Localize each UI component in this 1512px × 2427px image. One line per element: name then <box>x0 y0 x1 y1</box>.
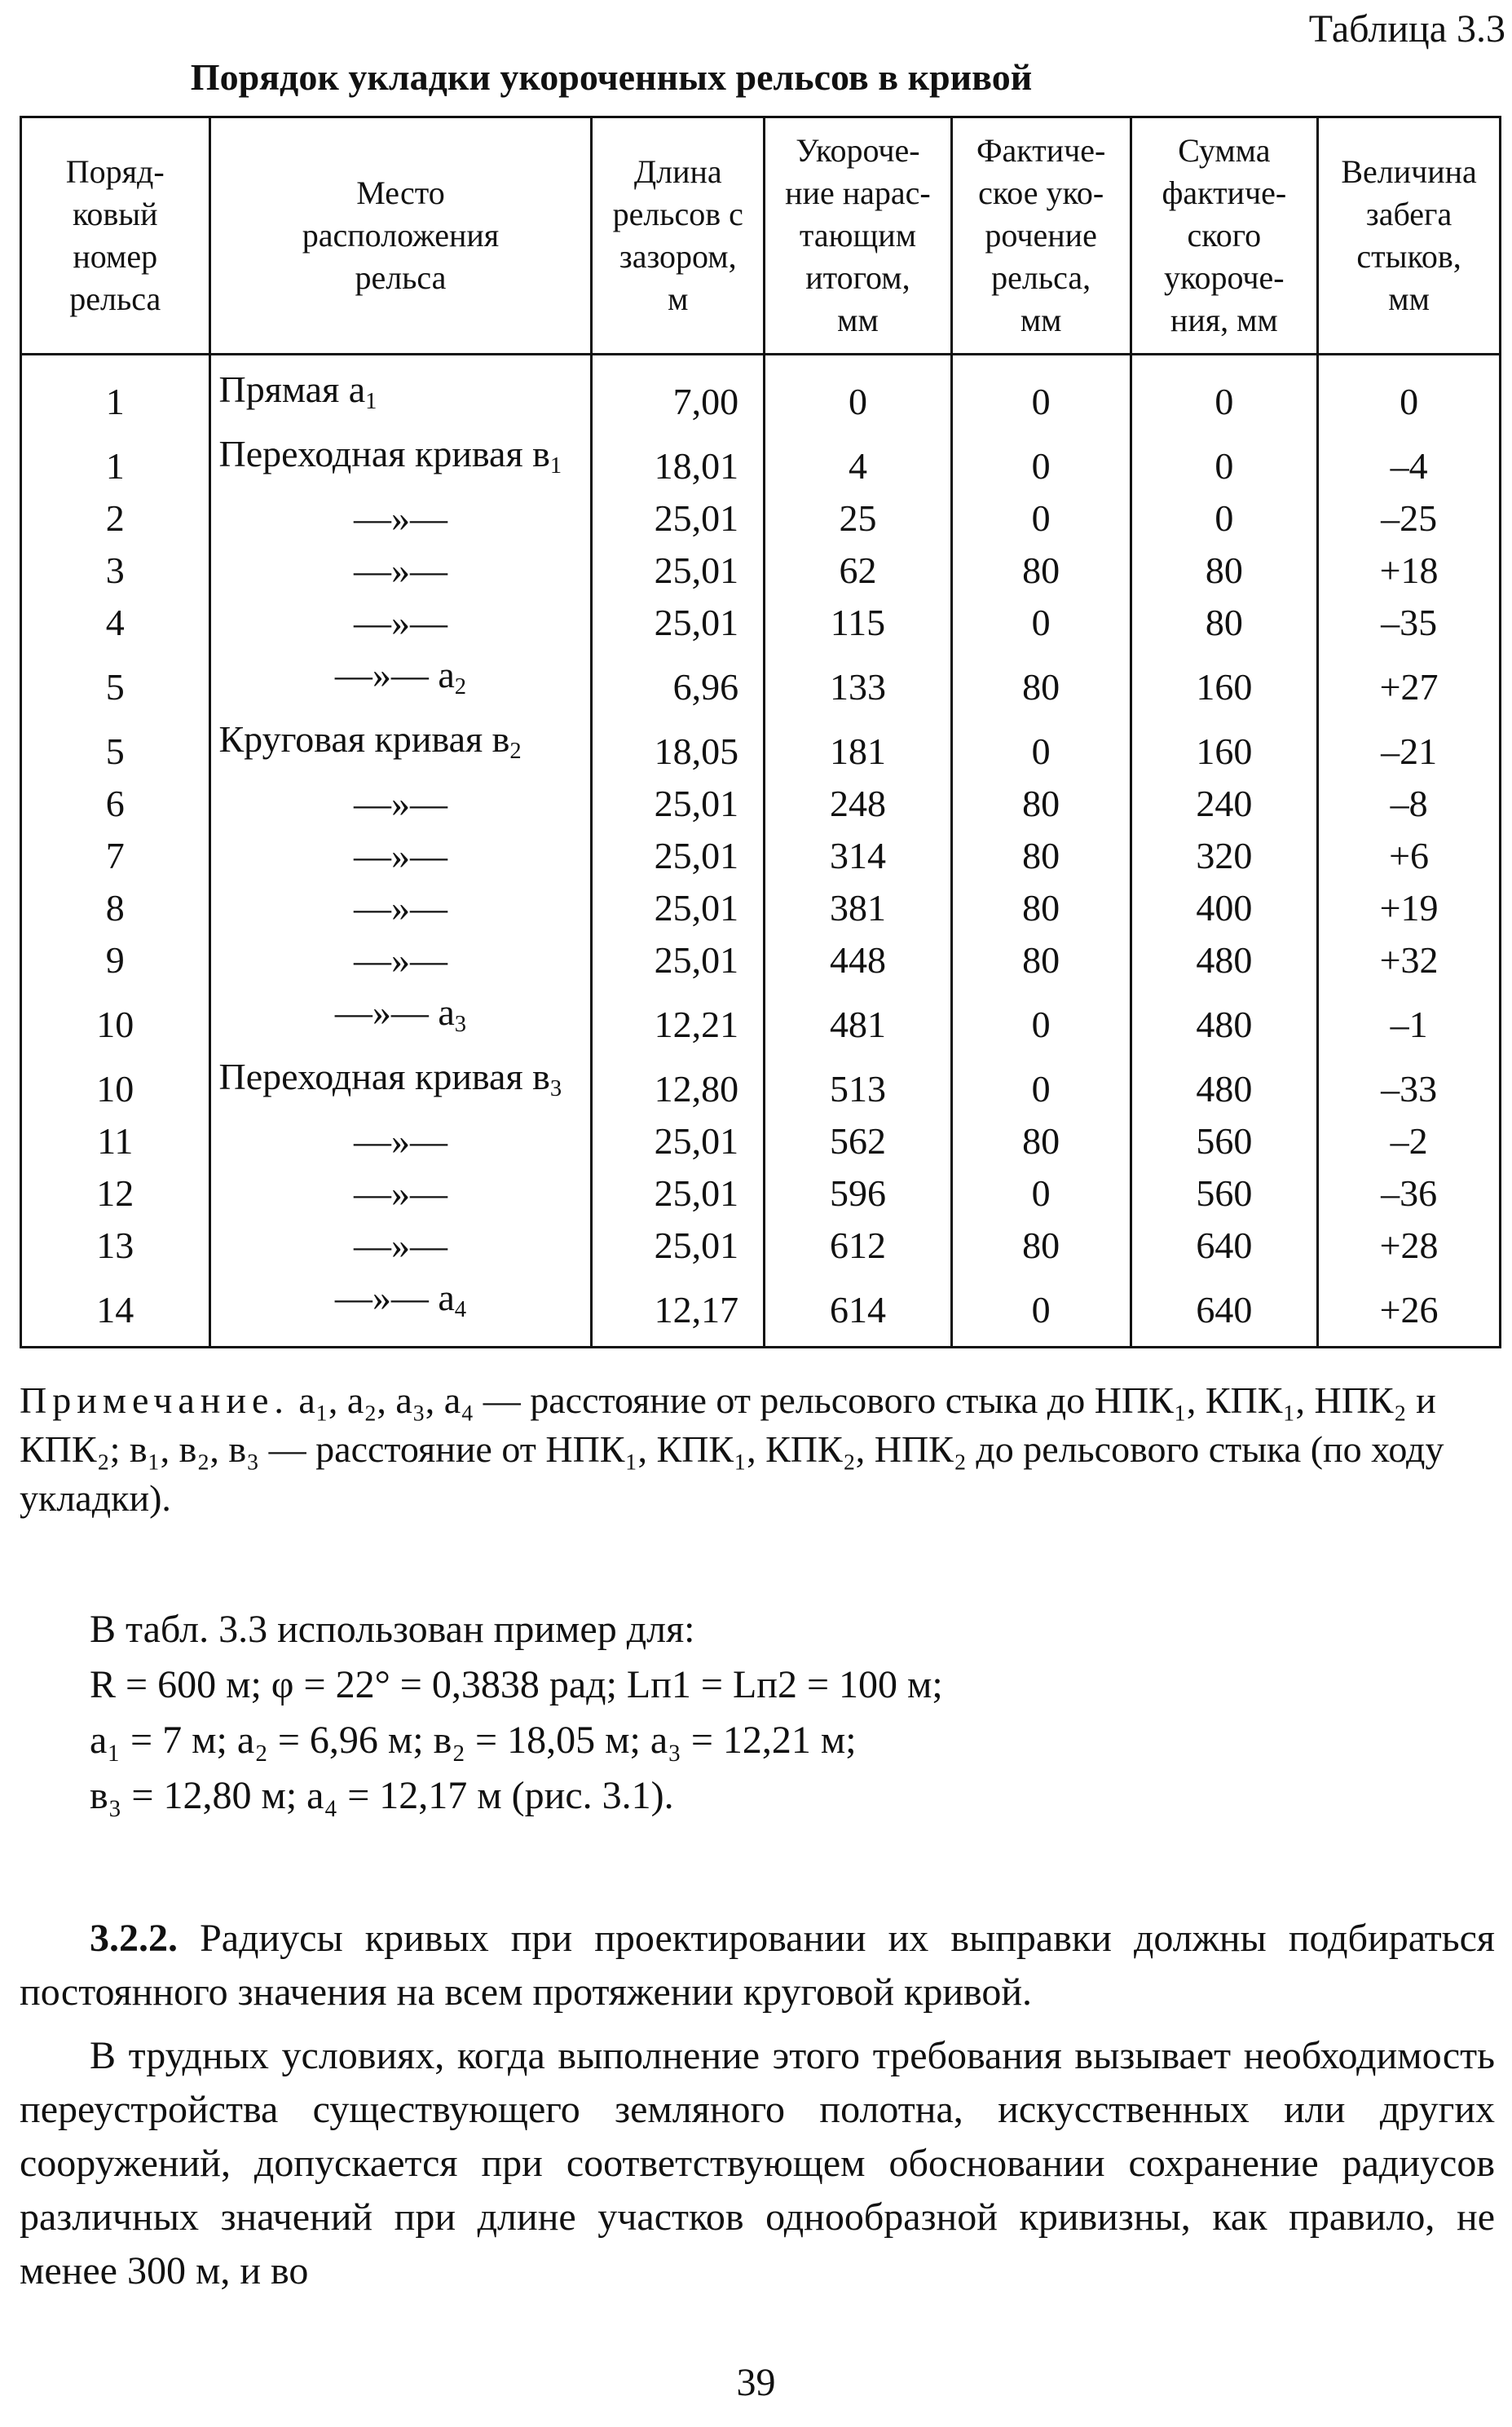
cell-cumulative-shortening: 448 <box>765 934 952 986</box>
cell-actual-shortening: 80 <box>951 649 1131 713</box>
table-row <box>21 355 1501 428</box>
cell-rail-location: —»— $а_4$ <box>209 1272 592 1347</box>
cell-rail-number: 6 <box>21 778 210 830</box>
section-paragraph-2: В трудных условиях, когда выполнение этого требования вызывает необходимость переустройства существующего земляного полотна, искусственных или других сооружений, допускается при соответствующем обосновании сохранение радиусов различных значений при длине участков однообразной кривизны, как правило, не менее 300 м, и во <box>20 2034 1495 2292</box>
cell-rail-number: 3 <box>21 545 210 597</box>
cell-sum-actual-shortening: 80 <box>1131 597 1318 649</box>
cell-cumulative-shortening: 612 <box>765 1220 952 1272</box>
cell-rail-length: 25,01 <box>592 830 765 882</box>
cell-rail-number: 8 <box>21 882 210 934</box>
cell-sum-actual-shortening: 560 <box>1131 1167 1318 1220</box>
cell-actual-shortening: 80 <box>951 830 1131 882</box>
cell-rail-length: 25,01 <box>592 934 765 986</box>
header-joint-offset: Величина забега стыков, мм <box>1318 117 1501 355</box>
cell-rail-location: —»— <box>209 1115 592 1167</box>
cell-rail-number: 1 <box>21 355 210 428</box>
cell-sum-actual-shortening: 240 <box>1131 778 1318 830</box>
table-row <box>21 1220 1501 1272</box>
cell-actual-shortening: 0 <box>951 492 1131 545</box>
section-paragraph-1 <box>20 1912 1495 2019</box>
cell-cumulative-shortening: 133 <box>765 649 952 713</box>
header-rail-length: Длина рельсов с зазором, м <box>592 117 765 355</box>
cell-actual-shortening: 0 <box>951 597 1131 649</box>
cell-sum-actual-shortening: 160 <box>1131 713 1318 778</box>
cell-rail-length: 25,01 <box>592 1220 765 1272</box>
header-rail-number: Поряд- ковый номер рельса <box>21 117 210 355</box>
cell-cumulative-shortening: 248 <box>765 778 952 830</box>
cell-actual-shortening: 0 <box>951 1167 1131 1220</box>
cell-rail-length: 7,00 <box>592 355 765 428</box>
example-line-2: а₁ = 7 м; а₂ = 6,96 м; в₂ = 18,05 м; а₃ = 12,21 м; <box>90 1719 857 1762</box>
table-row <box>21 1115 1501 1167</box>
cell-rail-length: 25,01 <box>592 545 765 597</box>
table-row <box>21 882 1501 934</box>
cell-rail-location: —»— $а_3$ <box>209 986 592 1051</box>
header-actual-shortening: Фактиче- ское уко- рочение рельса, мм <box>951 117 1131 355</box>
section-3-2-2 <box>20 1912 1495 2308</box>
cell-rail-number: 11 <box>21 1115 210 1167</box>
subscript: 3 <box>454 1011 467 1037</box>
table-title: Порядок укладки укороченных рельсов в кривой <box>190 56 1033 98</box>
table-row <box>21 1272 1501 1347</box>
cell-rail-location: Переходная кривая $в_1$ <box>209 428 592 492</box>
cell-rail-length: 25,01 <box>592 1167 765 1220</box>
table-row <box>21 1167 1501 1220</box>
section-number: 3.2.2. <box>90 1917 178 1960</box>
cell-rail-number: 7 <box>21 830 210 882</box>
cell-sum-actual-shortening: 0 <box>1131 428 1318 492</box>
cell-rail-length: 18,01 <box>592 428 765 492</box>
cell-joint-offset: +32 <box>1318 934 1501 986</box>
subscript: 4 <box>454 1296 467 1322</box>
cell-rail-location: —»— <box>209 1167 592 1220</box>
cell-joint-offset: +18 <box>1318 545 1501 597</box>
cell-actual-shortening: 0 <box>951 986 1131 1051</box>
cell-sum-actual-shortening: 320 <box>1131 830 1318 882</box>
cell-rail-length: 12,17 <box>592 1272 765 1347</box>
subscript: 2 <box>509 738 522 764</box>
table-row <box>21 1051 1501 1115</box>
cell-rail-number: 10 <box>21 1051 210 1115</box>
cell-rail-length: 25,01 <box>592 1115 765 1167</box>
cell-actual-shortening: 80 <box>951 1220 1131 1272</box>
page-number: 39 <box>736 2361 776 2404</box>
table-row <box>21 934 1501 986</box>
example-intro: В табл. 3.3 использован пример для: <box>90 1608 695 1651</box>
cell-cumulative-shortening: 0 <box>765 355 952 428</box>
table-row <box>21 597 1501 649</box>
cell-rail-number: 13 <box>21 1220 210 1272</box>
cell-joint-offset: +26 <box>1318 1272 1501 1347</box>
cell-rail-number: 1 <box>21 428 210 492</box>
cell-cumulative-shortening: 513 <box>765 1051 952 1115</box>
cell-cumulative-shortening: 562 <box>765 1115 952 1167</box>
cell-joint-offset: –36 <box>1318 1167 1501 1220</box>
table-row <box>21 778 1501 830</box>
cell-joint-offset: 0 <box>1318 355 1501 428</box>
cell-cumulative-shortening: 25 <box>765 492 952 545</box>
subscript: 1 <box>365 388 377 414</box>
cell-sum-actual-shortening: 560 <box>1131 1115 1318 1167</box>
cell-rail-location: Прямая $а_1$ <box>209 355 592 428</box>
table-row <box>21 428 1501 492</box>
cell-rail-length: 25,01 <box>592 492 765 545</box>
cell-rail-location: Круговая кривая $в_2$ <box>209 713 592 778</box>
cell-rail-number: 12 <box>21 1167 210 1220</box>
cell-actual-shortening: 0 <box>951 428 1131 492</box>
table-row <box>21 986 1501 1051</box>
cell-rail-length: 25,01 <box>592 882 765 934</box>
cell-rail-location: —»— <box>209 934 592 986</box>
cell-rail-location: —»— <box>209 882 592 934</box>
table-body <box>21 355 1501 1348</box>
example-parameters <box>20 1602 1495 1824</box>
table-row <box>21 713 1501 778</box>
subscript: 3 <box>549 1075 562 1101</box>
cell-actual-shortening: 0 <box>951 713 1131 778</box>
cell-cumulative-shortening: 115 <box>765 597 952 649</box>
cell-sum-actual-shortening: 480 <box>1131 934 1318 986</box>
cell-joint-offset: +19 <box>1318 882 1501 934</box>
cell-cumulative-shortening: 181 <box>765 713 952 778</box>
cell-rail-number: 14 <box>21 1272 210 1347</box>
cell-joint-offset: –4 <box>1318 428 1501 492</box>
cell-rail-length: 25,01 <box>592 597 765 649</box>
table-note <box>20 1376 1495 1523</box>
rail-order-table <box>20 116 1501 1348</box>
note-label: Примечание. <box>20 1379 289 1421</box>
table-number-label: Таблица 3.3 <box>1308 7 1505 51</box>
cell-cumulative-shortening: 596 <box>765 1167 952 1220</box>
subscript: 1 <box>549 452 562 479</box>
table-row <box>21 649 1501 713</box>
cell-cumulative-shortening: 381 <box>765 882 952 934</box>
cell-rail-location: —»— <box>209 492 592 545</box>
cell-sum-actual-shortening: 480 <box>1131 1051 1318 1115</box>
cell-sum-actual-shortening: 0 <box>1131 492 1318 545</box>
cell-cumulative-shortening: 62 <box>765 545 952 597</box>
cell-joint-offset: –2 <box>1318 1115 1501 1167</box>
cell-rail-number: 2 <box>21 492 210 545</box>
header-sum-actual-shortening: Сумма фактиче- ского укороче- ния, мм <box>1131 117 1318 355</box>
cell-cumulative-shortening: 314 <box>765 830 952 882</box>
section-paragraph-1-text: Радиусы кривых при проектировании их выправки должны подбираться постоянного значения на всем протяжении круговой кривой. <box>20 1917 1496 2014</box>
note-text: а₁, а₂, а₃, а₄ — расстояние от рельсового стыка до НПК₁, КПК₁, НПК₂ и КПК₂; в₁, в₂, в₃ — расстояние от НПК₁, КПК₁, КПК₂, НПК₂ до рельсового стыка (по ходу укладки). <box>20 1379 1444 1519</box>
cell-rail-number: 9 <box>21 934 210 986</box>
cell-actual-shortening: 80 <box>951 778 1131 830</box>
cell-joint-offset: +6 <box>1318 830 1501 882</box>
cell-sum-actual-shortening: 400 <box>1131 882 1318 934</box>
cell-actual-shortening: 80 <box>951 545 1131 597</box>
cell-rail-length: 6,96 <box>592 649 765 713</box>
cell-rail-location: —»— <box>209 830 592 882</box>
cell-rail-location: —»— $а_2$ <box>209 649 592 713</box>
cell-joint-offset: +28 <box>1318 1220 1501 1272</box>
cell-rail-length: 12,80 <box>592 1051 765 1115</box>
subscript: 2 <box>454 673 467 699</box>
cell-rail-length: 12,21 <box>592 986 765 1051</box>
cell-rail-number: 4 <box>21 597 210 649</box>
header-cumulative-shortening: Укороче- ние нарас- тающим итогом, мм <box>765 117 952 355</box>
cell-sum-actual-shortening: 80 <box>1131 545 1318 597</box>
cell-joint-offset: –33 <box>1318 1051 1501 1115</box>
cell-rail-location: Переходная кривая $в_3$ <box>209 1051 592 1115</box>
cell-actual-shortening: 80 <box>951 1115 1131 1167</box>
cell-joint-offset: +27 <box>1318 649 1501 713</box>
table-row <box>21 830 1501 882</box>
cell-joint-offset: –25 <box>1318 492 1501 545</box>
cell-cumulative-shortening: 481 <box>765 986 952 1051</box>
cell-sum-actual-shortening: 0 <box>1131 355 1318 428</box>
cell-rail-length: 18,05 <box>592 713 765 778</box>
header-rail-location: Место расположения рельса <box>209 117 592 355</box>
cell-actual-shortening: 0 <box>951 1272 1131 1347</box>
table-row <box>21 545 1501 597</box>
cell-rail-length: 25,01 <box>592 778 765 830</box>
example-line-1: R = 600 м; φ = 22° = 0,3838 рад; Lп1 = Lп2 = 100 м; <box>90 1663 943 1706</box>
cell-actual-shortening: 0 <box>951 355 1131 428</box>
cell-rail-number: 5 <box>21 713 210 778</box>
cell-rail-location: —»— <box>209 778 592 830</box>
table-header-row <box>21 117 1501 355</box>
cell-cumulative-shortening: 614 <box>765 1272 952 1347</box>
cell-rail-location: —»— <box>209 597 592 649</box>
cell-joint-offset: –1 <box>1318 986 1501 1051</box>
cell-actual-shortening: 80 <box>951 934 1131 986</box>
cell-sum-actual-shortening: 160 <box>1131 649 1318 713</box>
cell-sum-actual-shortening: 640 <box>1131 1272 1318 1347</box>
cell-rail-location: —»— <box>209 545 592 597</box>
example-line-3: в₃ = 12,80 м; а₄ = 12,17 м (рис. 3.1). <box>90 1774 674 1817</box>
cell-joint-offset: –21 <box>1318 713 1501 778</box>
cell-rail-location: —»— <box>209 1220 592 1272</box>
cell-joint-offset: –35 <box>1318 597 1501 649</box>
cell-joint-offset: –8 <box>1318 778 1501 830</box>
cell-cumulative-shortening: 4 <box>765 428 952 492</box>
cell-rail-number: 10 <box>21 986 210 1051</box>
cell-actual-shortening: 80 <box>951 882 1131 934</box>
cell-rail-number: 5 <box>21 649 210 713</box>
table-row <box>21 492 1501 545</box>
cell-sum-actual-shortening: 640 <box>1131 1220 1318 1272</box>
cell-actual-shortening: 0 <box>951 1051 1131 1115</box>
cell-sum-actual-shortening: 480 <box>1131 986 1318 1051</box>
